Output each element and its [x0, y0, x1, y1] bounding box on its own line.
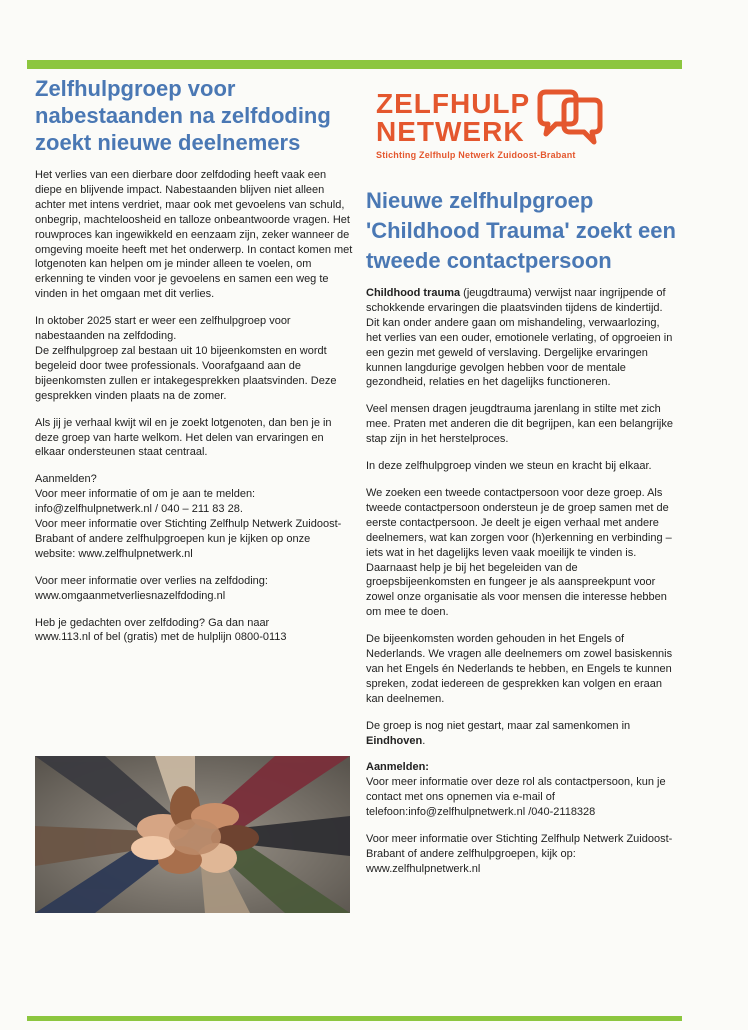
- left-article: [35, 75, 353, 657]
- left-paragraph-5b: www.omgaanmetverliesnazelfdoding.nl: [35, 589, 226, 602]
- left-contact-line-2: info@zelfhulpnetwerk.nl / 040 – 211 83 28.: [35, 503, 243, 516]
- hands-circle-illustration: [35, 756, 350, 913]
- right-paragraph-1: [366, 286, 676, 390]
- left-contact-line-1: Voor meer informatie of om je aan te melden:: [35, 488, 256, 501]
- right-aanmelden-label: Aanmelden:: [366, 761, 429, 774]
- left-contact-line-3: Voor meer informatie over Stichting Zelfhulp Netwerk Zuidoost-Brabant of andere zelfhulpgroepen kun je kijken op onze website: www.zelfhulpnetwerk.nl: [35, 518, 342, 560]
- right-paragraph-2: Veel mensen dragen jeugdtrauma jarenlang in stilte met zich mee. Praten met anderen die dit begrijpen, kan een belangrijke stap zijn in het herstelproces.: [366, 403, 673, 446]
- logo-subtitle: Stichting Zelfhulp Netwerk Zuidoost-Brabant: [376, 150, 576, 160]
- right-paragraph-6: [366, 719, 676, 749]
- right-article: [366, 80, 676, 889]
- right-contact-text: Voor meer informatie over deze rol als contactpersoon, kun je contact met ons opnemen via e-mail of telefoon:info@zelfhulpnetwerk.nl /040-2118328: [366, 776, 666, 819]
- left-contact-block: [35, 472, 353, 561]
- left-paragraph-6a: Heb je gedachten over zelfdoding? Ga dan naar: [35, 616, 270, 629]
- right-paragraph-5: De bijeenkomsten worden gehouden in het Engels of Nederlands. We vragen alle deelnemers om zowel basiskennis van het Engels én Nederlands te hebben, en Engels te kunnen spreken, zodat iedereen de gesprekken kan volgen en eraan kan deelnemen.: [366, 633, 673, 705]
- left-paragraph-2b: De zelfhulpgroep zal bestaan uit 10 bijeenkomsten en wordt begeleid door twee professionals. Voorafgaand aan de bijeenkomsten zullen er intakegesprekken plaatsvinden. Deze gesprekken vinden plaats na de zomer.: [35, 344, 337, 402]
- left-paragraph-6: [35, 616, 353, 646]
- right-paragraph-6-pre: De groep is nog niet gestart, maar zal samenkomen in: [366, 719, 631, 732]
- right-paragraph-1-text: (jeugdtrauma) verwijst naar ingrijpende of schokkende ervaringen die plaatsvinden tijdens de kindertijd. Dit kan onder andere gaan om mishandeling, verwaarlozing, het verlies van een ouder, emotionele verlating, of opgroeien in een gezin met geweld of verslaving. Dergelijke ervaringen kunnen langdurige gevolgen hebben voor de mentale gezondheid, relaties en het dagelijks functioneren.: [366, 287, 673, 389]
- left-paragraph-1: Het verlies van een dierbare door zelfdoding heeft vaak een diepe en blijvende impact. Nabestaanden blijven niet alleen achter met intens verdriet, maar ook met gevoelens van schuld, onbegrip, machteloosheid en talloze onbeantwoorde vragen. Het rouwproces kan ingewikkeld en eenzaam zijn, zeker wanneer de omgeving moeite heeft met het onderwerp. In contact komen met lotgenoten kan helpen om je minder alleen te voelen, om erkenning te vinden voor je gevoelens en samen een weg te vinden in het omgaan met dit verlies.: [35, 169, 353, 301]
- right-paragraph-6-post: .: [422, 734, 426, 747]
- left-paragraph-2a: In oktober 2025 start er weer een zelfhulpgroep voor nabestaanden na zelfdoding.: [35, 315, 291, 343]
- top-accent-bar: [27, 60, 682, 69]
- hands-circle-photo: [35, 756, 350, 913]
- left-article-body: [35, 168, 353, 645]
- zelfhulp-netwerk-logo: [366, 80, 676, 162]
- left-paragraph-3: Als jij je verhaal kwijt wil en je zoekt lotgenoten, dan ben je in deze groep van harte welkom. Het delen van ervaringen en elkaar ondersteunen staat centraal.: [35, 416, 332, 459]
- left-article-title: Zelfhulpgroep voor nabestaanden na zelfdoding zoekt nieuwe deelnemers: [35, 76, 331, 155]
- logo-word-zelfhulp: ZELFHULP: [376, 88, 531, 119]
- bottom-accent-bar: [27, 1016, 682, 1021]
- left-paragraph-5a: Voor meer informatie over verlies na zelfdoding:: [35, 574, 268, 587]
- left-paragraph-5: [35, 574, 353, 604]
- left-paragraph-6b: www.113.nl of bel (gratis) met de hulplijn 0800-0113: [35, 631, 287, 644]
- right-paragraph-8: Voor meer informatie over Stichting Zelfhulp Netwerk Zuidoost-Brabant of andere zelfhulpgroepen, kijk op: www.zelfhulpnetwerk.nl: [366, 833, 673, 875]
- left-aanmelden-label: Aanmelden?: [35, 473, 97, 486]
- right-paragraph-3: In deze zelfhulpgroep vinden we steun en kracht bij elkaar.: [366, 460, 652, 473]
- right-article-title: Nieuwe zelfhulpgroep 'Childhood Trauma' zoekt een tweede contactpersoon: [366, 188, 676, 273]
- right-article-body: [366, 286, 676, 877]
- left-paragraph-2: [35, 314, 353, 403]
- logo-word-netwerk: NETWERK: [376, 116, 525, 147]
- right-paragraph-4: We zoeken een tweede contactpersoon voor deze groep. Als tweede contactpersoon ondersteun je de groep samen met de eerste contactpersoon. Je deelt je eigen verhaal met andere deelnemers, wat kan zorgen voor (h)erkenning en verbinding – iets wat in het dagelijks leven vaak moeilijk te vinden is. Daarnaast help je bij het begeleiden van de groepsbijeenkomsten en fungeer je als aanspreekpunt voor zowel onze organisatie als voor mensen die interesse hebben om mee te doen.: [366, 486, 672, 619]
- right-paragraph-6-location: Eindhoven: [366, 734, 423, 747]
- right-contact-block: [366, 760, 676, 820]
- right-paragraph-1-bold: Childhood trauma: [366, 287, 461, 299]
- speech-bubbles-icon: [534, 88, 606, 146]
